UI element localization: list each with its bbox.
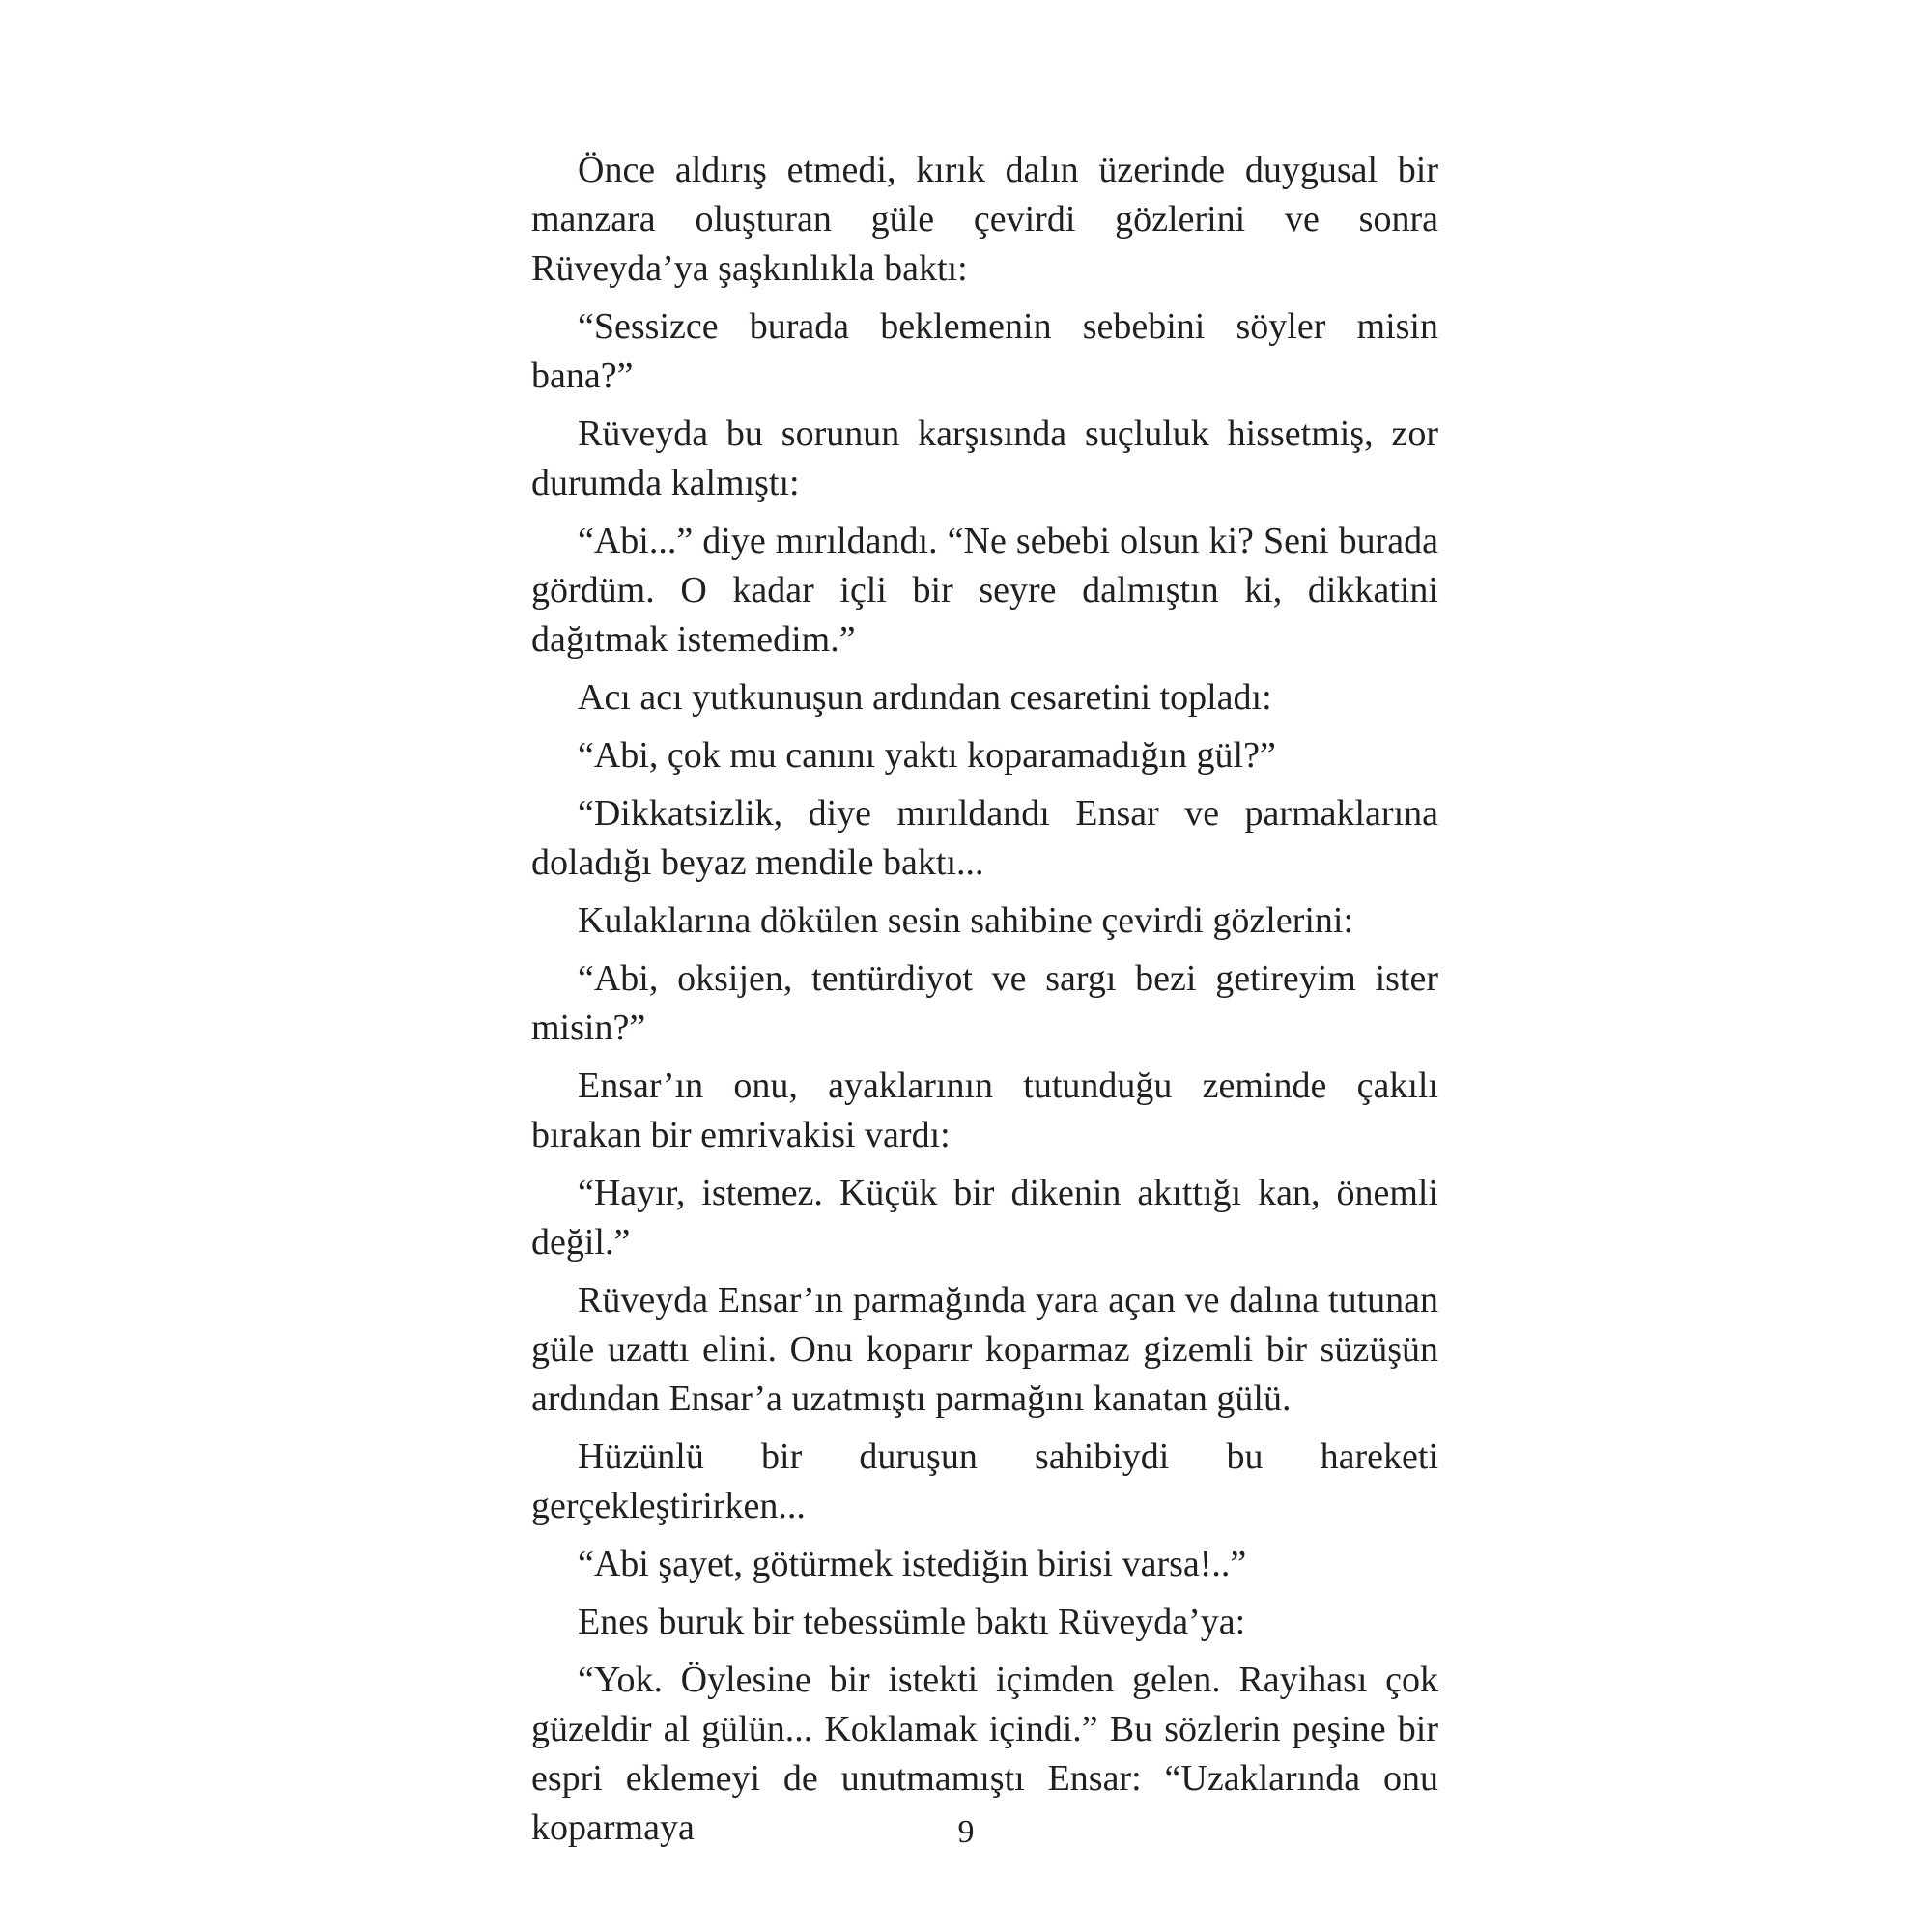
paragraph: “Abi...” diye mırıldandı. “Ne sebebi olsun ki? Seni burada gördüm. O kadar içli bir seyre dalmıştın ki, dikkatini dağıtmak istemedim.” [531, 521, 1438, 660]
paragraph: Kulaklarına dökülen sesin sahibine çevirdi gözlerini: [578, 900, 1354, 941]
paragraph: Rüveyda bu sorunun karşısında suçluluk hissetmiş, zor durumda kalmıştı: [531, 413, 1438, 503]
paragraph: Acı acı yutkunuşun ardından cesaretini topladı: [578, 677, 1272, 718]
page-number: 9 [957, 1814, 975, 1850]
paragraph: “Dikkatsizlik, diye mırıldandı Ensar ve parmaklarına doladığı beyaz mendile baktı... [531, 793, 1438, 883]
paragraph: Ensar’ın onu, ayaklarının tutunduğu zeminde çakılı bırakan bir emrivakisi vardı: [531, 1065, 1438, 1155]
paragraph: “Abi, oksijen, tentürdiyot ve sargı bezi getireyim ister misin?” [531, 958, 1438, 1048]
body-text [531, 146, 1438, 1861]
paragraph: Rüveyda Ensar’ın parmağında yara açan ve dalına tutunan güle uzattı elini. Onu koparır koparmaz gizemli bir süzüşün ardından Ensar’a uzatmıştı parmağını kanatan gülü. [531, 1280, 1438, 1419]
paragraph: Enes buruk bir tebessümle baktı Rüveyda’ya: [578, 1602, 1246, 1642]
paragraph: “Sessizce burada beklemenin sebebini söyler misin bana?” [531, 306, 1438, 396]
paragraph: “Yok. Öylesine bir istekti içimden gelen. Rayihası çok güzeldir al gülün... Koklamak içindi.” Bu sözlerin peşine bir espri eklemeyi de unutmamıştı Ensar: “Uzaklarında onu koparmaya [531, 1660, 1438, 1848]
paragraph: “Abi, çok mu canını yaktı koparamadığın gül?” [578, 735, 1276, 776]
paragraph: “Abi şayet, götürmek istediğin birisi varsa!..” [578, 1544, 1247, 1584]
paragraph: Önce aldırış etmedi, kırık dalın üzerinde duygusal bir manzara oluşturan güle çevirdi gözlerini ve sonra Rüveyda’ya şaşkınlıkla baktı: [531, 150, 1438, 289]
paragraph: “Hayır, istemez. Küçük bir dikenin akıttığı kan, önemli değil.” [531, 1173, 1438, 1263]
paragraph: Hüzünlü bir duruşun sahibiydi bu hareketi gerçekleştirirken... [531, 1436, 1438, 1526]
